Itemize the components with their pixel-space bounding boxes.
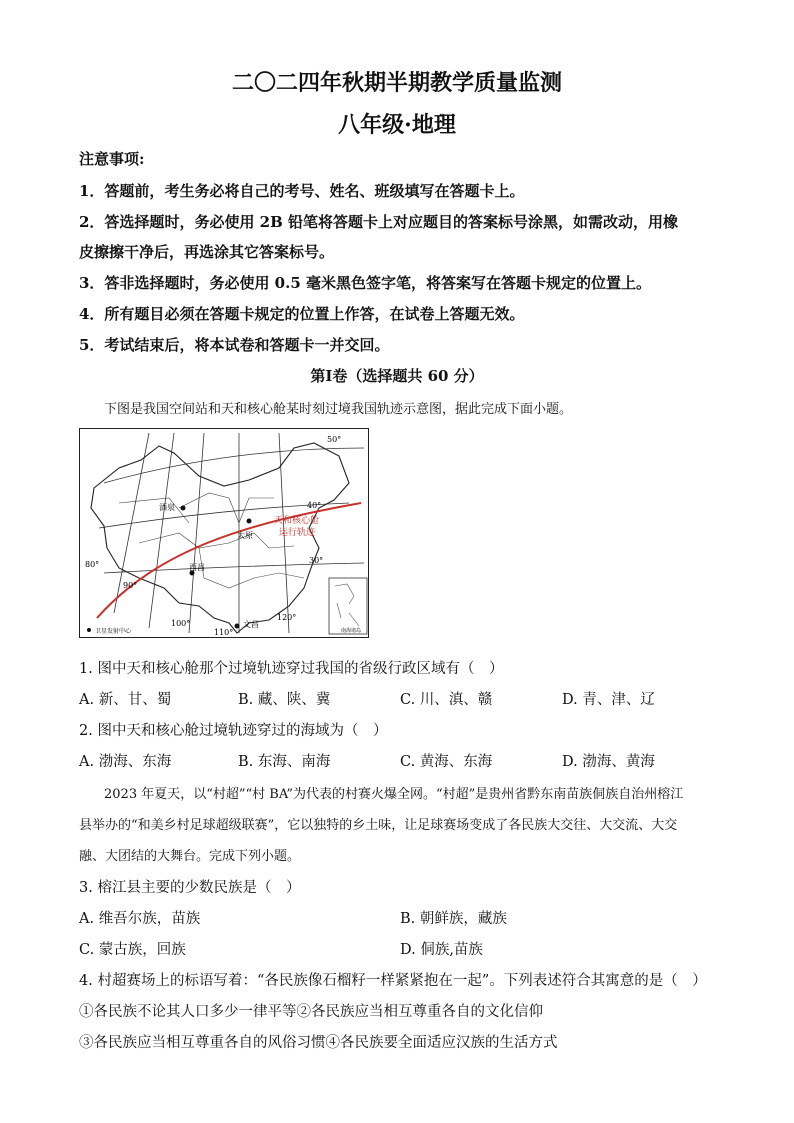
q1-option-a: A. 新、甘、蜀 (79, 692, 172, 708)
q4-stem: 4. 村超赛场上的标语写着：“各民族像石榴籽一样紧紧抱在一起”。下列表述符合其寓意的是（ ） (79, 973, 707, 989)
inset-label: 南海诸岛 (341, 628, 362, 634)
orbit-label-1: 天和核心舱 (274, 516, 320, 526)
city-jiuquan: 酒泉 (159, 503, 175, 512)
lat-label: 40° (307, 501, 322, 510)
orbit-label-2: 运行轨迹 (279, 528, 316, 538)
q2-option-c: C. 黄海、东海 (400, 754, 493, 770)
q3-option-a: A. 维吾尔族，苗族 (79, 911, 201, 927)
launch-site-marker (181, 506, 186, 511)
lon-label: 100° (171, 619, 191, 628)
note-item: 4．所有题目必须在答题卡规定的位置上作答，在试卷上答题无效。 (79, 305, 525, 323)
launch-site-marker (235, 624, 240, 629)
city-xichang: 西昌 (189, 563, 205, 572)
q1-option-c: C. 川、滇、赣 (400, 692, 493, 708)
q2-option-a: A. 渤海、东海 (79, 754, 172, 770)
note-item: 2．答选择题时，务必使用 2B 铅笔将答题卡上对应题目的答案标号涂黑，如需改动，用橡 (79, 213, 679, 231)
lat-label: 30° (309, 556, 324, 565)
page-subtitle: 八年级·地理 (338, 112, 456, 138)
orbit-map (79, 428, 369, 638)
q1-stem: 1. 图中天和核心舱那个过境轨迹穿过我国的省级行政区域有（ ） (79, 661, 504, 677)
q3-option-c: C. 蒙古族，回族 (79, 942, 186, 958)
lon-label: 80° (85, 560, 100, 569)
section-title: 第Ⅰ卷（选择题共 60 分） (310, 367, 484, 385)
q2-option-b: B. 东海、南海 (238, 754, 331, 770)
q3-stem: 3. 榕江县主要的少数民族是（ ） (79, 880, 301, 896)
note-item: 5．考试结束后，将本试卷和答题卡一并交回。 (79, 336, 390, 354)
note-item: 皮擦擦干净后，再选涂其它答案标号。 (79, 243, 335, 261)
launch-site-marker (247, 519, 252, 524)
q3-option-d: D. 侗族,苗族 (400, 942, 483, 958)
notes-heading: 注意事项: (79, 150, 145, 168)
passage-line: 融、大团结的大舞台。完成下列小题。 (79, 849, 301, 864)
lon-label: 90° (123, 581, 138, 590)
inset-frame (329, 578, 367, 634)
q1-option-d: D. 青、津、辽 (562, 692, 655, 708)
passage-line: 县举办的“和美乡村足球超级联赛”，它以独特的乡土味，让足球赛场变成了各民族大交往、大交流、大交 (79, 818, 678, 833)
lon-label: 110° (214, 628, 234, 637)
legend-marker (87, 628, 91, 632)
city-wenchang: 文昌 (243, 620, 259, 629)
lat-label: 50° (327, 435, 342, 444)
q2-stem: 2. 图中天和核心舱过境轨迹穿过的海域为（ ） (79, 723, 388, 739)
city-taiyuan: 太原 (237, 531, 253, 540)
q3-option-b: B. 朝鲜族，藏族 (400, 911, 507, 927)
passage-line: 2023 年夏天，以“村超”“村 BA”为代表的村赛火爆全网。“村超”是贵州省黔东南苗族侗族自治州榕江 (104, 787, 684, 802)
note-item: 3．答非选择题时，务必使用 0.5 毫米黑色签字笔，将答案写在答题卡规定的位置上。 (79, 274, 651, 292)
section-intro: 下图是我国空间站和天和核心舱某时刻过境我国轨迹示意图，据此完成下面小题。 (104, 402, 573, 417)
note-item: 1．答题前，考生务必将自己的考号、姓名、班级填写在答题卡上。 (79, 182, 525, 200)
lon-label: 120° (277, 613, 297, 622)
page-title: 二〇二四年秋期半期教学质量监测 (231, 70, 562, 96)
q4-statements-1: ①各民族不论其人口多少一律平等②各民族应当相互尊重各自的文化信仰 (79, 1004, 543, 1020)
q2-option-d: D. 渤海、黄海 (562, 754, 655, 770)
legend-label: 卫星发射中心 (95, 628, 132, 635)
q1-option-b: B. 藏、陕、冀 (238, 692, 331, 708)
q4-statements-2: ③各民族应当相互尊重各自的风俗习惯④各民族要全面适应汉族的生活方式 (79, 1035, 558, 1051)
